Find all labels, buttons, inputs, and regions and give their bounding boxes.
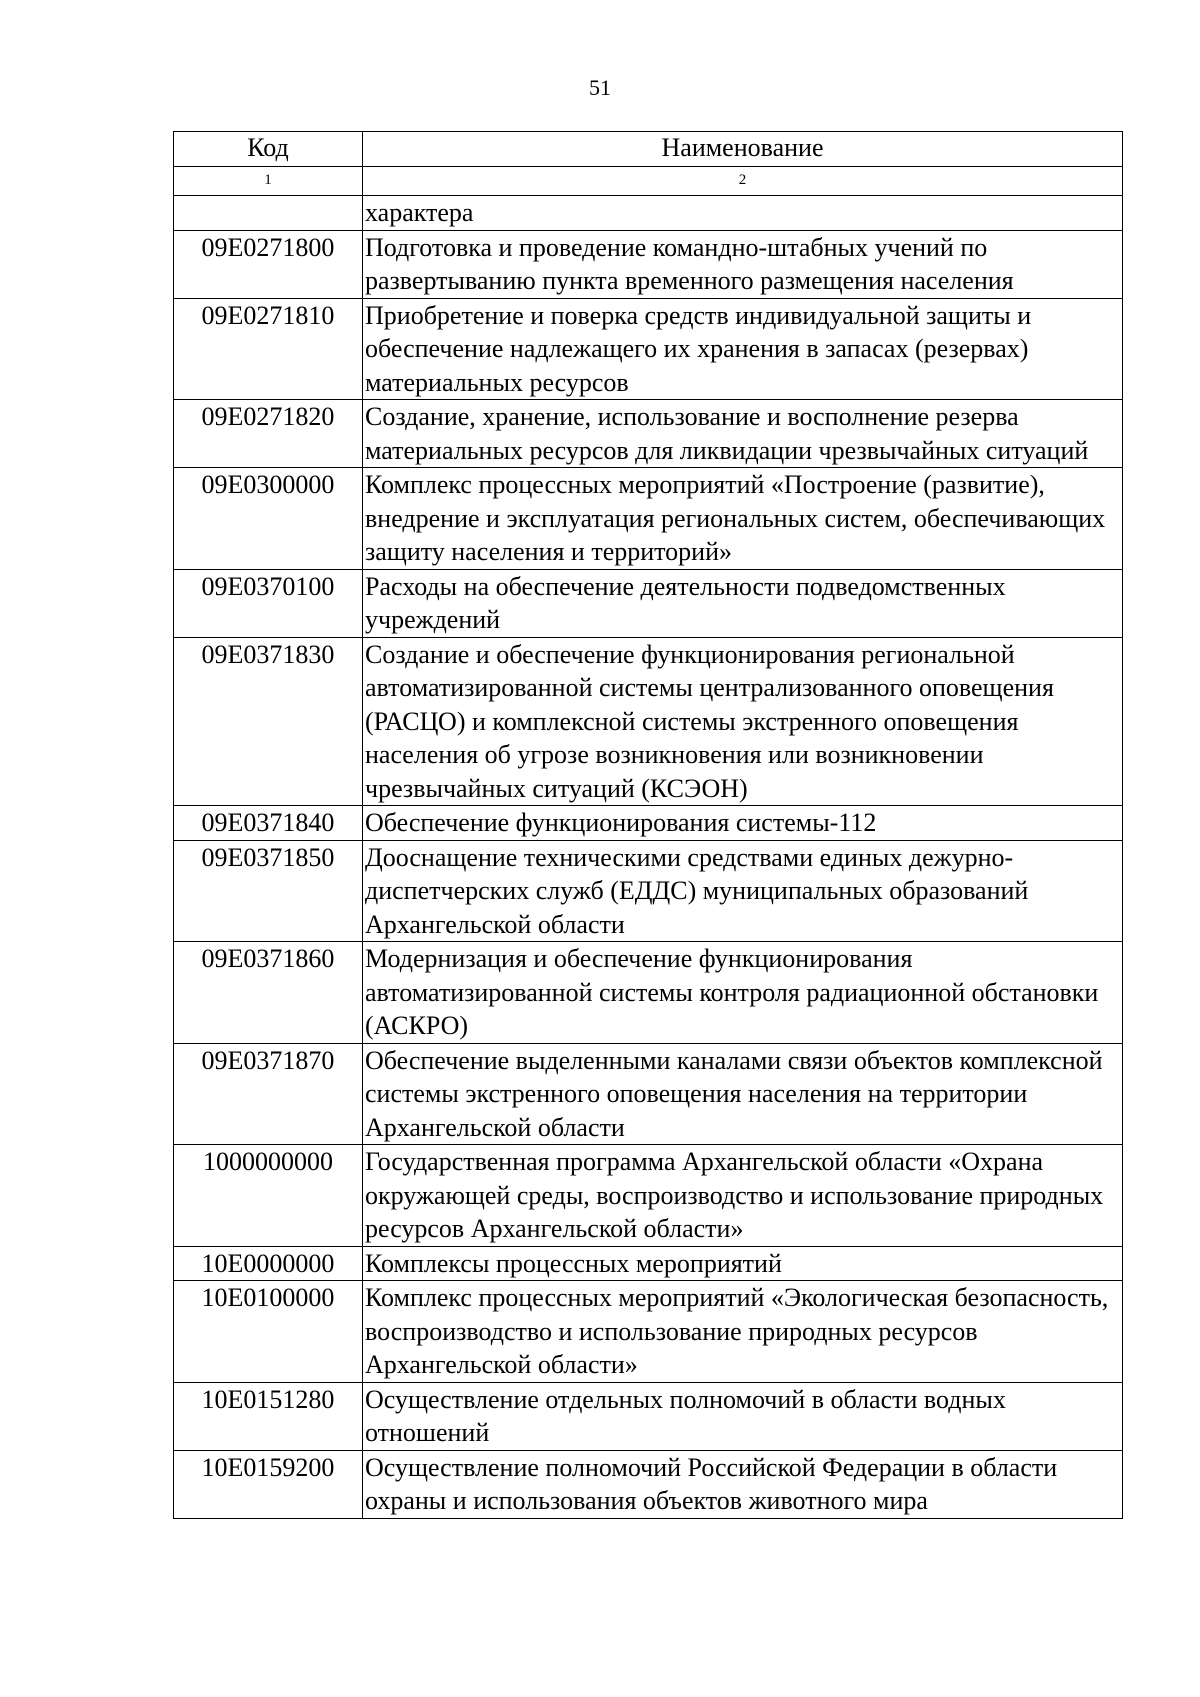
- row-code: 09Е0371840: [174, 806, 363, 841]
- table-row: [174, 230, 1123, 298]
- row-name: Подготовка и проведение командно-штабных учений по развертыванию пункта временного размещения населения: [363, 230, 1123, 298]
- table-row: [174, 1145, 1123, 1247]
- table-row: [174, 569, 1123, 637]
- row-code: 09Е0371860: [174, 942, 363, 1044]
- header-name: Наименование: [363, 132, 1123, 167]
- row-name: Создание, хранение, использование и восполнение резерва материальных ресурсов для ликвидации чрезвычайных ситуаций: [363, 400, 1123, 468]
- row-code: 09Е0371870: [174, 1043, 363, 1145]
- row-name: характера: [363, 196, 1123, 231]
- row-name: Комплексы процессных мероприятий: [363, 1246, 1123, 1281]
- table-row: [174, 298, 1123, 400]
- row-name: Осуществление отдельных полномочий в области водных отношений: [363, 1382, 1123, 1450]
- row-code: 09Е0371830: [174, 637, 363, 806]
- row-code: 10Е0159200: [174, 1450, 363, 1518]
- row-code: 10Е0151280: [174, 1382, 363, 1450]
- row-code: 09Е0300000: [174, 468, 363, 570]
- row-name: Дооснащение техническими средствами единых дежурно-диспетчерских служб (ЕДДС) муниципальных образований Архангельской области: [363, 840, 1123, 942]
- column-number-name: 2: [363, 167, 1123, 196]
- row-name: Обеспечение выделенными каналами связи объектов комплексной системы экстренного оповещения населения на территории Архангельской области: [363, 1043, 1123, 1145]
- table-row: [174, 942, 1123, 1044]
- row-code: 09Е0271810: [174, 298, 363, 400]
- row-name: Комплекс процессных мероприятий «Построение (развитие), внедрение и эксплуатация региональных систем, обеспечивающих защиту населения и территорий»: [363, 468, 1123, 570]
- row-name: Осуществление полномочий Российской Федерации в области охраны и использования объектов животного мира: [363, 1450, 1123, 1518]
- row-name: Создание и обеспечение функционирования региональной автоматизированной системы централизованного оповещения (РАСЦО) и комплексной системы экстренного оповещения населения об угрозе возникновения или возникновении чрезвычайных ситуаций (КСЭОН): [363, 637, 1123, 806]
- row-code: 09Е0271820: [174, 400, 363, 468]
- row-code: [174, 196, 363, 231]
- column-number-row: [174, 167, 1123, 196]
- table-body: [174, 196, 1123, 1519]
- row-code: 09Е0271800: [174, 230, 363, 298]
- table-header-row: [174, 132, 1123, 167]
- header-code: Код: [174, 132, 363, 167]
- page-number: 51: [589, 75, 611, 100]
- row-name: Обеспечение функционирования системы-112: [363, 806, 1123, 841]
- row-name: Модернизация и обеспечение функционирования автоматизированной системы контроля радиационной обстановки (АСКРО): [363, 942, 1123, 1044]
- table-row: [174, 196, 1123, 231]
- row-code: 09Е0371850: [174, 840, 363, 942]
- row-name: Расходы на обеспечение деятельности подведомственных учреждений: [363, 569, 1123, 637]
- table-row: [174, 1281, 1123, 1383]
- row-code: 10Е0100000: [174, 1281, 363, 1383]
- table-row: [174, 1246, 1123, 1281]
- table-row: [174, 400, 1123, 468]
- table-row: [174, 468, 1123, 570]
- budget-code-table: [173, 131, 1123, 1519]
- table-row: [174, 1043, 1123, 1145]
- table-row: [174, 806, 1123, 841]
- table-row: [174, 1382, 1123, 1450]
- table-row: [174, 840, 1123, 942]
- row-code: 10Е0000000: [174, 1246, 363, 1281]
- row-code: 1000000000: [174, 1145, 363, 1247]
- row-name: Приобретение и поверка средств индивидуальной защиты и обеспечение надлежащего их хранения в запасах (резервах) материальных ресурсов: [363, 298, 1123, 400]
- row-name: Государственная программа Архангельской области «Охрана окружающей среды, воспроизводство и использование природных ресурсов Архангельской области»: [363, 1145, 1123, 1247]
- row-code: 09Е0370100: [174, 569, 363, 637]
- table-row: [174, 637, 1123, 806]
- row-name: Комплекс процессных мероприятий «Экологическая безопасность, воспроизводство и использование природных ресурсов Архангельской области»: [363, 1281, 1123, 1383]
- table-row: [174, 1450, 1123, 1518]
- column-number-code: 1: [174, 167, 363, 196]
